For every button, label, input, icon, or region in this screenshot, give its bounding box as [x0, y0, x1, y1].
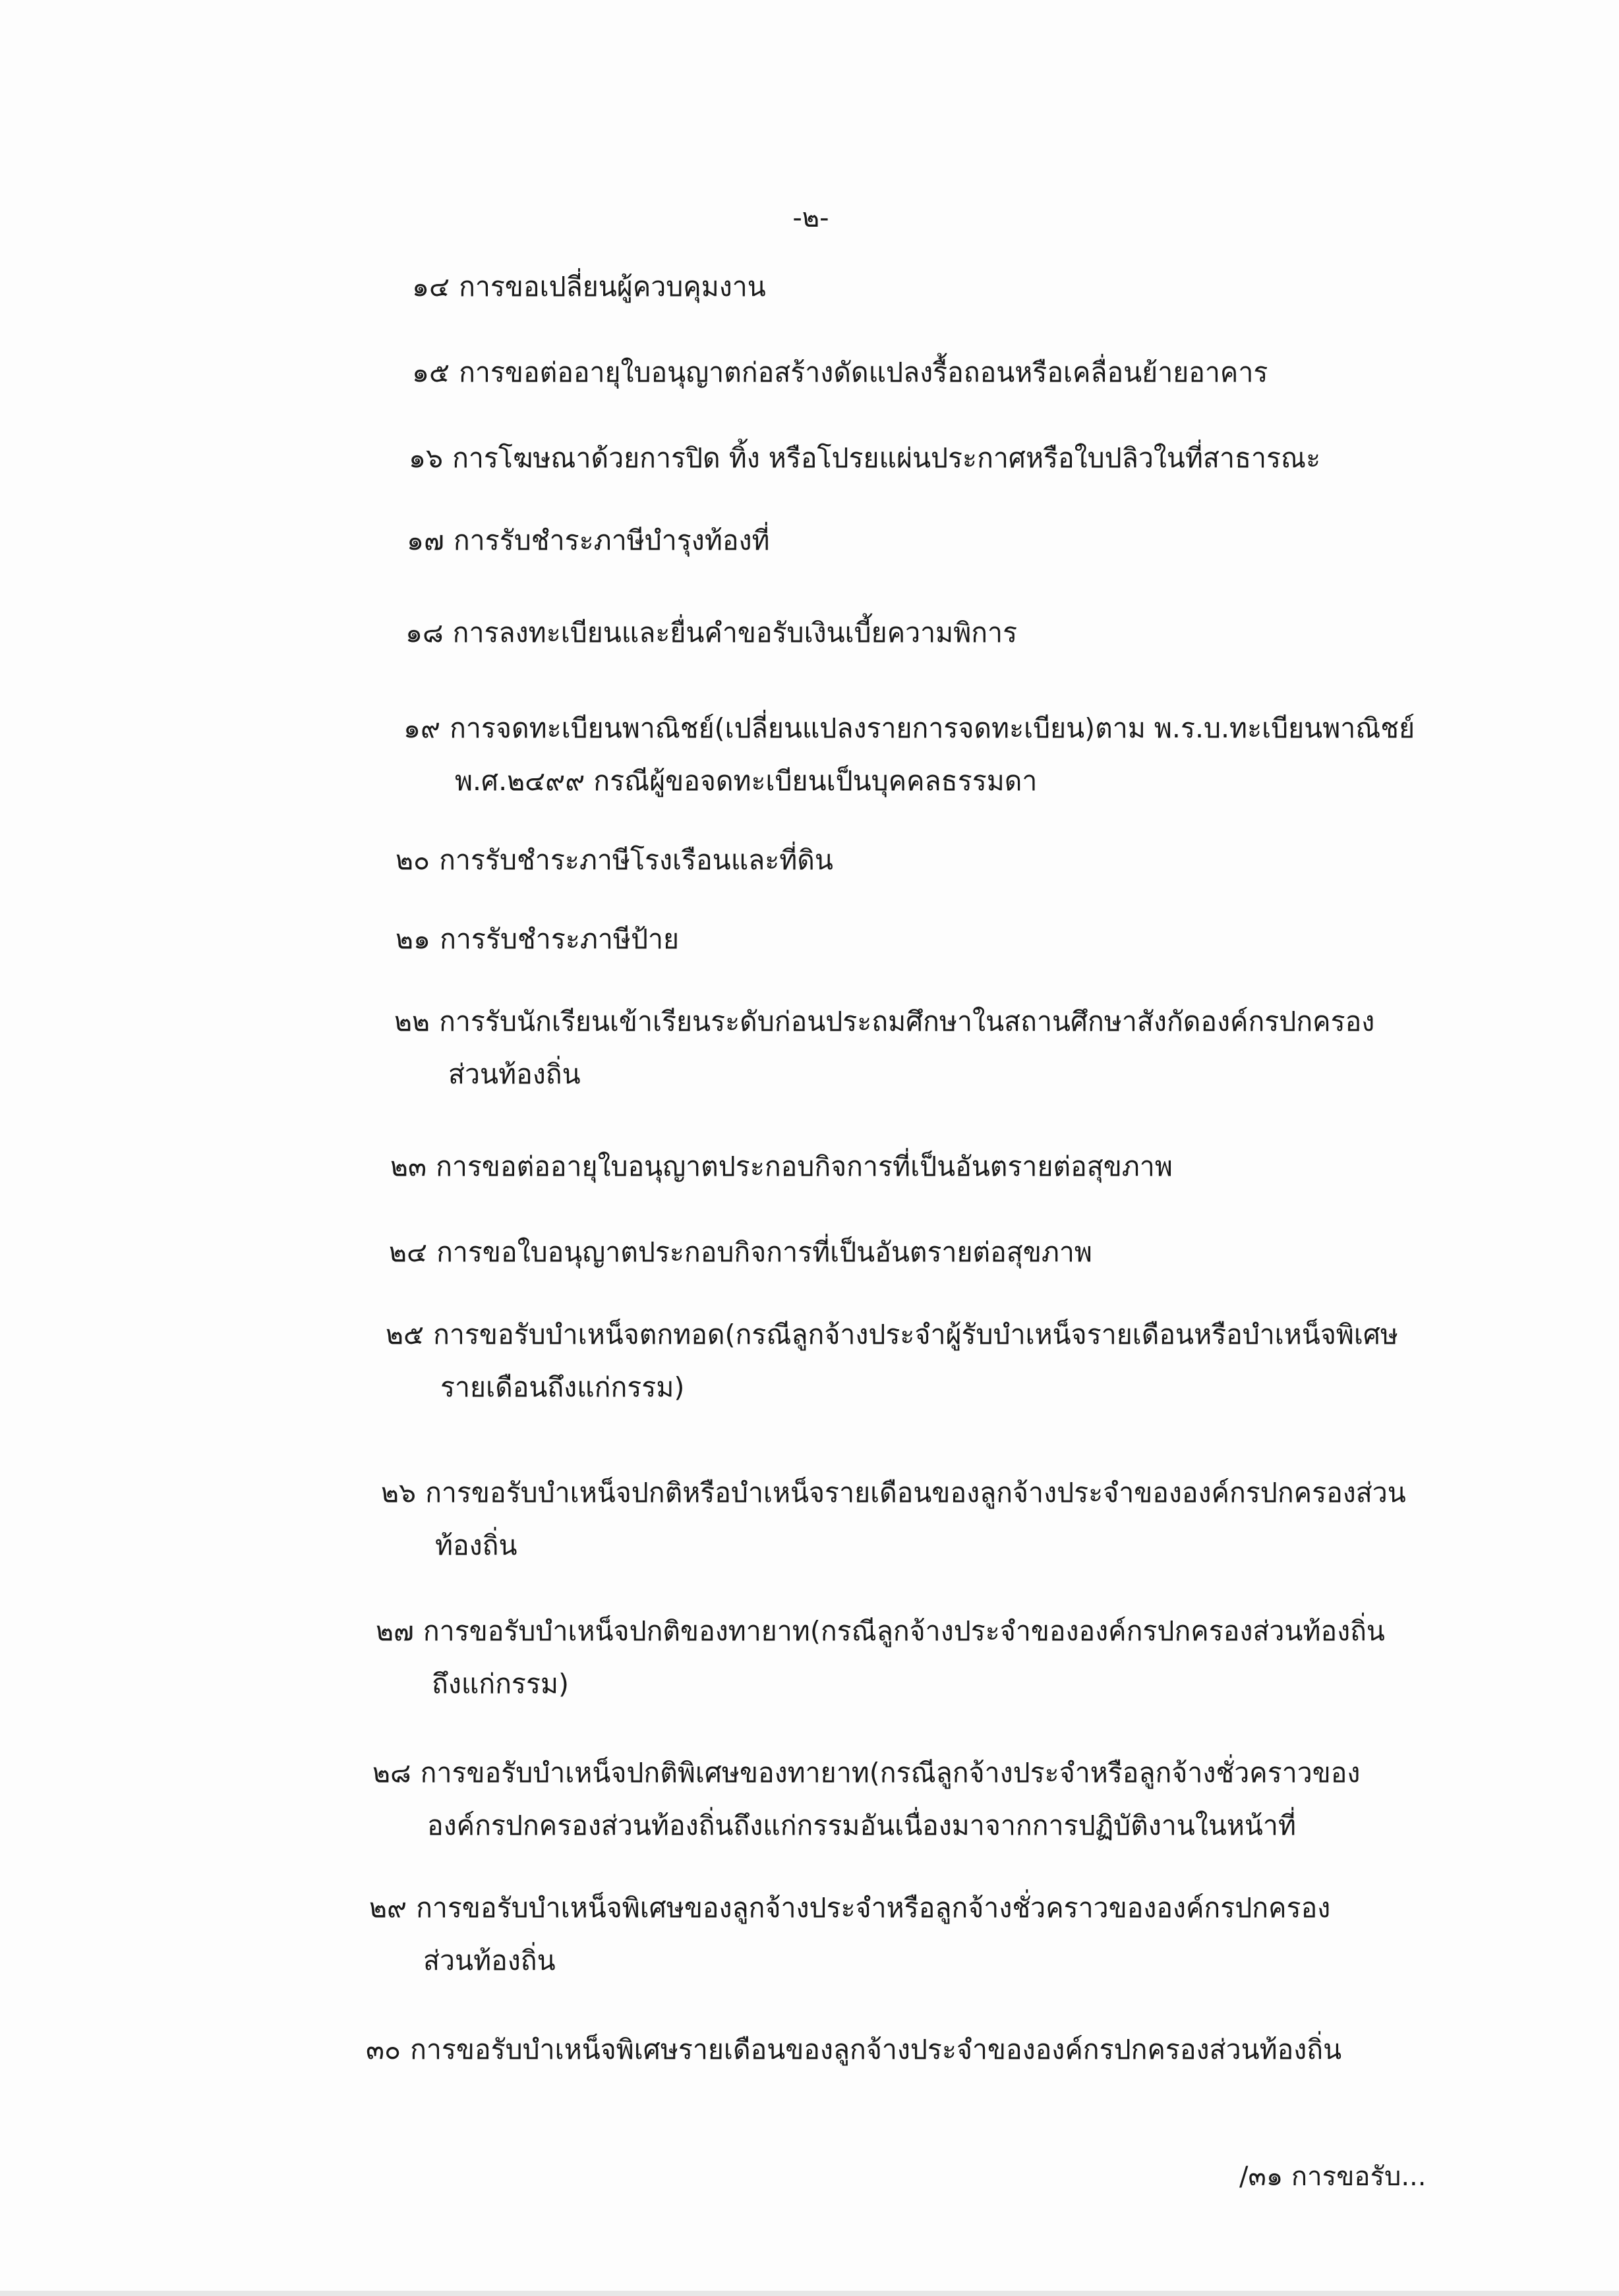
item-number: ๒๘ [372, 1757, 411, 1789]
scan-edge [0, 2291, 1619, 2296]
item-number: ๑๗ [407, 525, 444, 556]
item-text: การลงทะเบียนและยื่นคำขอรับเงินเบี้ยความพิการ [452, 617, 1018, 648]
list-item-continuation [455, 758, 1037, 804]
item-text: การขอรับบำเหน็จปกติพิเศษของทายาท(กรณีลูกจ้างประจำหรือลูกจ้างชั่วคราวของ [420, 1757, 1361, 1789]
item-number: ๒๑ [396, 923, 431, 955]
item-number: ๒๙ [369, 1892, 407, 1924]
list-item-continuation [435, 1522, 517, 1568]
item-text: องค์กรปกครองส่วนท้องถิ่นถึงแก่กรรมอันเนื่องมาจากการปฏิบัติงานในหน้าที่ [427, 1810, 1296, 1841]
item-text: ส่วนท้องถิ่น [448, 1058, 581, 1090]
item-number: ๒๕ [386, 1319, 425, 1350]
item-text: การจดทะเบียนพาณิชย์(เปลี่ยนแปลงรายการจดทะเบียน)ตาม พ.ร.บ.ทะเบียนพาณิชย์ [450, 712, 1415, 744]
item-text: การโฆษณาด้วยการปิด ทิ้ง หรือโปรยแผ่นประกาศหรือใบปลิวในที่สาธารณะ [452, 442, 1321, 474]
list-item [409, 435, 1320, 481]
item-number: ๑๕ [412, 357, 450, 388]
item-number: ๑๔ [412, 271, 450, 302]
list-item [381, 1470, 1406, 1516]
item-text: การรับชำระภาษีป้าย [440, 923, 680, 955]
list-item [389, 1229, 1092, 1275]
list-item [372, 1750, 1360, 1796]
list-item [396, 837, 833, 883]
item-text: ส่วนท้องถิ่น [423, 1945, 556, 1976]
item-number: ๓๐ [366, 2034, 401, 2065]
item-text: การขอเปลี่ยนผู้ควบคุมงาน [459, 271, 766, 302]
item-text: การขอรับบำเหน็จพิเศษรายเดือนของลูกจ้างประจำขององค์กรปกครองส่วนท้องถิ่น [410, 2034, 1342, 2065]
item-number: ๑๖ [409, 442, 444, 474]
list-item-continuation [432, 1661, 569, 1707]
item-number: ๑๙ [403, 712, 441, 744]
item-text: ถึงแก่กรรม) [432, 1668, 569, 1700]
list-item [366, 2026, 1341, 2073]
item-number: ๒๓ [390, 1151, 427, 1182]
item-text: การขอรับบำเหน็จปกติหรือบำเหน็จรายเดือนของลูกจ้างประจำขององค์กรปกครองส่วน [425, 1477, 1406, 1508]
page-number: -๒- [792, 203, 829, 233]
list-item-continuation [427, 1802, 1296, 1849]
list-item-continuation [448, 1051, 581, 1097]
list-item-continuation [423, 1937, 556, 1984]
item-text: พ.ศ.๒๔๙๙ กรณีผู้ขอจดทะเบียนเป็นบุคคลธรรมดา [455, 765, 1038, 797]
list-item [412, 264, 766, 310]
item-text: การขอรับบำเหน็จพิเศษของลูกจ้างประจำหรือลูกจ้างชั่วคราวขององค์กรปกครอง [416, 1892, 1331, 1924]
list-item [386, 1311, 1398, 1358]
list-item-continuation [440, 1364, 684, 1410]
item-number: ๒๐ [396, 844, 430, 876]
list-item [396, 916, 679, 962]
item-text: การรับชำระภาษีบำรุงท้องที่ [453, 525, 770, 556]
list-item [369, 1885, 1330, 1931]
list-item [376, 1608, 1385, 1654]
list-item [407, 517, 770, 563]
item-text: การรับชำระภาษีโรงเรือนและที่ดิน [439, 844, 833, 876]
list-item [405, 610, 1017, 656]
item-text: การขอรับบำเหน็จตกทอด(กรณีลูกจ้างประจำผู้รับบำเหน็จรายเดือนหรือบำเหน็จพิเศษ [433, 1319, 1398, 1350]
item-number: ๒๒ [394, 1006, 430, 1037]
item-text: การขอรับบำเหน็จปกติของทายาท(กรณีลูกจ้างประจำขององค์กรปกครองส่วนท้องถิ่น [423, 1615, 1385, 1647]
item-text: การขอต่ออายุใบอนุญาตก่อสร้างดัดแปลงรื้อถอนหรือเคลื่อนย้ายอาคาร [459, 357, 1268, 388]
continuation-note: /๓๑ การขอรับ... [1239, 2162, 1427, 2192]
list-item [394, 998, 1374, 1045]
item-number: ๒๗ [376, 1615, 414, 1647]
list-item [390, 1143, 1173, 1190]
item-text: การขอใบอนุญาตประกอบกิจการที่เป็นอันตรายต่อสุขภาพ [436, 1236, 1092, 1268]
item-text: ท้องถิ่น [435, 1530, 517, 1561]
item-number: ๒๖ [381, 1477, 417, 1508]
item-text: การขอต่ออายุใบอนุญาตประกอบกิจการที่เป็นอันตรายต่อสุขภาพ [436, 1151, 1173, 1182]
item-number: ๑๘ [405, 617, 444, 648]
list-item [403, 705, 1415, 751]
item-number: ๒๔ [389, 1236, 428, 1268]
list-item [412, 349, 1268, 395]
item-text: การรับนักเรียนเข้าเรียนระดับก่อนประถมศึกษาในสถานศึกษาสังกัดองค์กรปกครอง [439, 1006, 1375, 1037]
item-text: รายเดือนถึงแก่กรรม) [440, 1371, 685, 1403]
